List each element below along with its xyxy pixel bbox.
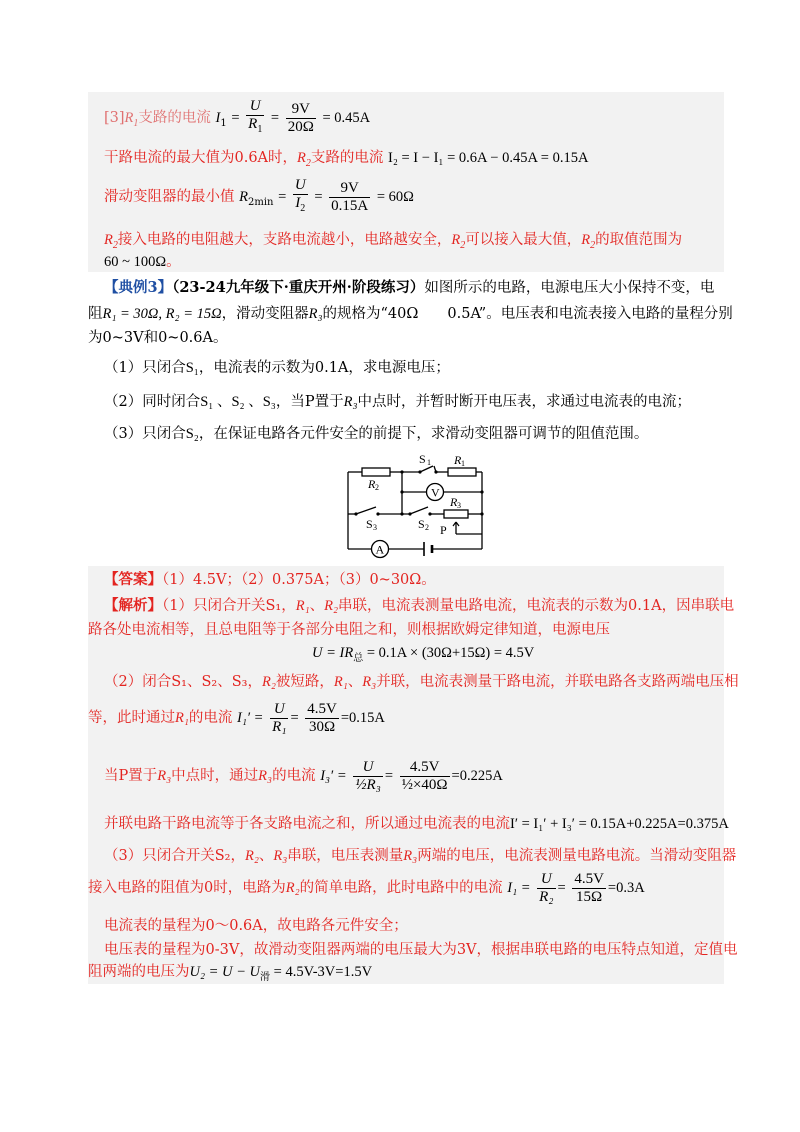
solution-line-4: $R_2$接入电路的电阻越大，支路电流越小，电路越安全，$R_2$可以接入最大值，$R_2$的取值范围为: [104, 232, 683, 251]
fraction-9v-20ohm: $\frac{9V}{20\Omega}$: [287, 100, 314, 135]
svg-text:2: 2: [375, 483, 379, 492]
fraction-45v-30ohm: $\frac{4.5V}{30\Omega}$: [307, 700, 337, 735]
resistor-r3-label: R: [450, 495, 458, 509]
equation-source-voltage: $U = IR_总 = 0.1A \times (30\Omega+15\Omega) = 4.5V$: [312, 645, 535, 664]
svg-text:1: 1: [427, 458, 431, 467]
svg-text:2: 2: [425, 523, 429, 532]
solution-line-5: 60 ~ 100Ω。: [104, 254, 181, 270]
example-source: （23-24九年级下·重庆开州·阶段练习）: [172, 279, 425, 296]
answer-tag: 【答案】: [104, 571, 162, 588]
analysis-line-10: 电流表的量程为0～0.6A，故电路各元件安全；: [104, 918, 408, 934]
fraction-u-r1-b: $\frac{U}{\text{R₁}}$: [272, 700, 287, 735]
analysis-line-12: 阻两端的电压为$U_2 = U - U_滑 = 4.5V-3V=1.5V$: [88, 964, 373, 983]
analysis-line-7: 并联电路干路电流等于各支路电流之和，所以通过电流表的电流I′ = I₁′ + I₃′ = 0.15A+0.225A=0.375A: [104, 816, 729, 832]
fraction-45v-15ohm: $\frac{4.5V}{15\Omega}$: [574, 870, 604, 905]
equation-i2: I₂ = I − I₁ = 0.6A − 0.45A = 0.15A: [388, 150, 589, 166]
circuit-diagram: [340, 452, 490, 562]
analysis-line-6: 当P置于R₃中点时，通过R₃的电流 I₃′ = $\frac{U}{\text{½R₃}}$ = $\frac{4.5V}{\text{½×40Ω}}$ =0.225A: [104, 758, 503, 793]
fraction-u-half-r3: $\frac{U}{\text{½R₃}}$: [355, 758, 381, 793]
switch-s2-label: S: [418, 517, 425, 531]
solution-line-2: 干路电流的最大值为0.6A时，$R_2$支路的电流 I₂ = I − I₁ = 0.6A − 0.45A = 0.15A: [104, 150, 589, 169]
example-line-3: 为0~3V和0~0.6A。: [88, 330, 228, 346]
analysis-line-1: 【解析】（1）只闭合开关S₁，R₁、R₂串联，电流表测量电路电流，电流表的示数为0.1A，因串联电: [104, 597, 735, 614]
resistor-r2-label: R: [368, 477, 376, 491]
analysis-line-5: 等，此时通过R₁的电流 I₁′ = $\frac{U}{\text{R₁}}$ = $\frac{4.5V}{30\Omega}$ =0.15A: [88, 700, 385, 735]
answer-line: [104, 570, 436, 590]
analysis-line-9: 接入电路的阻值为0时，电路为R₂的简单电路，此时电路中的电流 I₁ = $\frac{U}{\text{R₂}}$ = $\frac{4.5V}{15\Omega}$ =0.3A: [88, 870, 645, 905]
svg-text:3: 3: [373, 523, 377, 532]
analysis-line-8: （3）只闭合开关S₂，R₂、R₃串联，电压表测量R₃两端的电压，电流表测量电路电流。当滑动变阻器: [104, 848, 737, 864]
equation-total-current: I′ = I₁′ + I₃′ = 0.15A+0.225A=0.375A: [510, 816, 729, 832]
analysis-line-2: 路各处电流相等，且总电阻等于各部分电阻之和，则根据欧姆定律知道，电源电压: [88, 622, 610, 638]
analysis-tag: 【解析】: [104, 597, 162, 614]
example-line-1: 【典例3】（23-24九年级下·重庆开州·阶段练习）如图所示的电路，电源电压大小保持不变，电: [104, 279, 715, 296]
analysis-line-4: （2）闭合S₁、S₂、S₃，R₂被短路，R₁、R₃并联，电流表测量干路电流，并联电路各支路两端电压相: [104, 674, 739, 690]
resistor-r3: [444, 510, 468, 518]
svg-text:1: 1: [461, 459, 465, 468]
fraction-45v-half-40ohm: $\frac{4.5V}{\text{½×40Ω}}$: [401, 758, 448, 793]
slider-p-label: P: [440, 523, 447, 537]
fraction-9v-015a: $\frac{9V}{0.15A}$: [331, 179, 369, 214]
resistor-r1: [448, 468, 476, 476]
fraction-u-r1: $\frac{U}{R_1}$: [248, 98, 263, 135]
question-part-3: （3）只闭合S₂，在保证电路各元件安全的前提下，求滑动变阻器可调节的阻值范围。: [104, 426, 649, 442]
switch-s3-label: S: [366, 517, 373, 531]
example-tag: 【典例3】: [104, 279, 173, 296]
range-value: 60 ~ 100Ω: [104, 254, 167, 270]
switch-s1-label: S: [419, 452, 426, 466]
resistor-r1-label: R: [454, 453, 462, 467]
solution-line-1: $[3]R_1$支路的电流 $I_1$ = $\frac{U}{R_1}$ = $\frac{9V}{20\Omega}$ = 0.45A: [104, 98, 370, 141]
ammeter-label: A: [375, 542, 385, 557]
analysis-line-11: 电压表的量程为0-3V，故滑动变阻器两端的电压最大为3V，根据串联电路的电压特点知道，定值电: [104, 942, 738, 958]
example-line-2: 阻R₁ = 30Ω, R₂ = 15Ω，滑动变阻器R₃的规格为“40Ω 0.5A”。电压表和电流表接入电路的量程分别: [88, 306, 733, 322]
answer-text: （1）4.5V；（2）0.375A；（3）0~30Ω。: [162, 572, 436, 588]
solution-line-3: 滑动变阻器的最小值 $R_{2min}$ = $\frac{U}{I_2}$ = $\frac{9V}{0.15A}$ = 60Ω: [104, 172, 414, 228]
fraction-u-r2: $\frac{U}{\text{R₂}}$: [539, 870, 554, 905]
svg-text:3: 3: [457, 501, 461, 510]
voltmeter-label: V: [431, 485, 440, 500]
question-part-1: （1）只闭合S₁，电流表的示数为0.1A，求电源电压；: [104, 360, 450, 376]
step-label: [3]: [104, 110, 125, 126]
question-part-2: （2）同时闭合S₁ 、S₂ 、S₃，当P置于R₃中点时，并暂时断开电压表，求通过电流表的电流；: [104, 394, 692, 410]
resistor-r2: [362, 468, 390, 476]
fraction-u-i2: $\frac{U}{I_2}$: [294, 177, 306, 214]
